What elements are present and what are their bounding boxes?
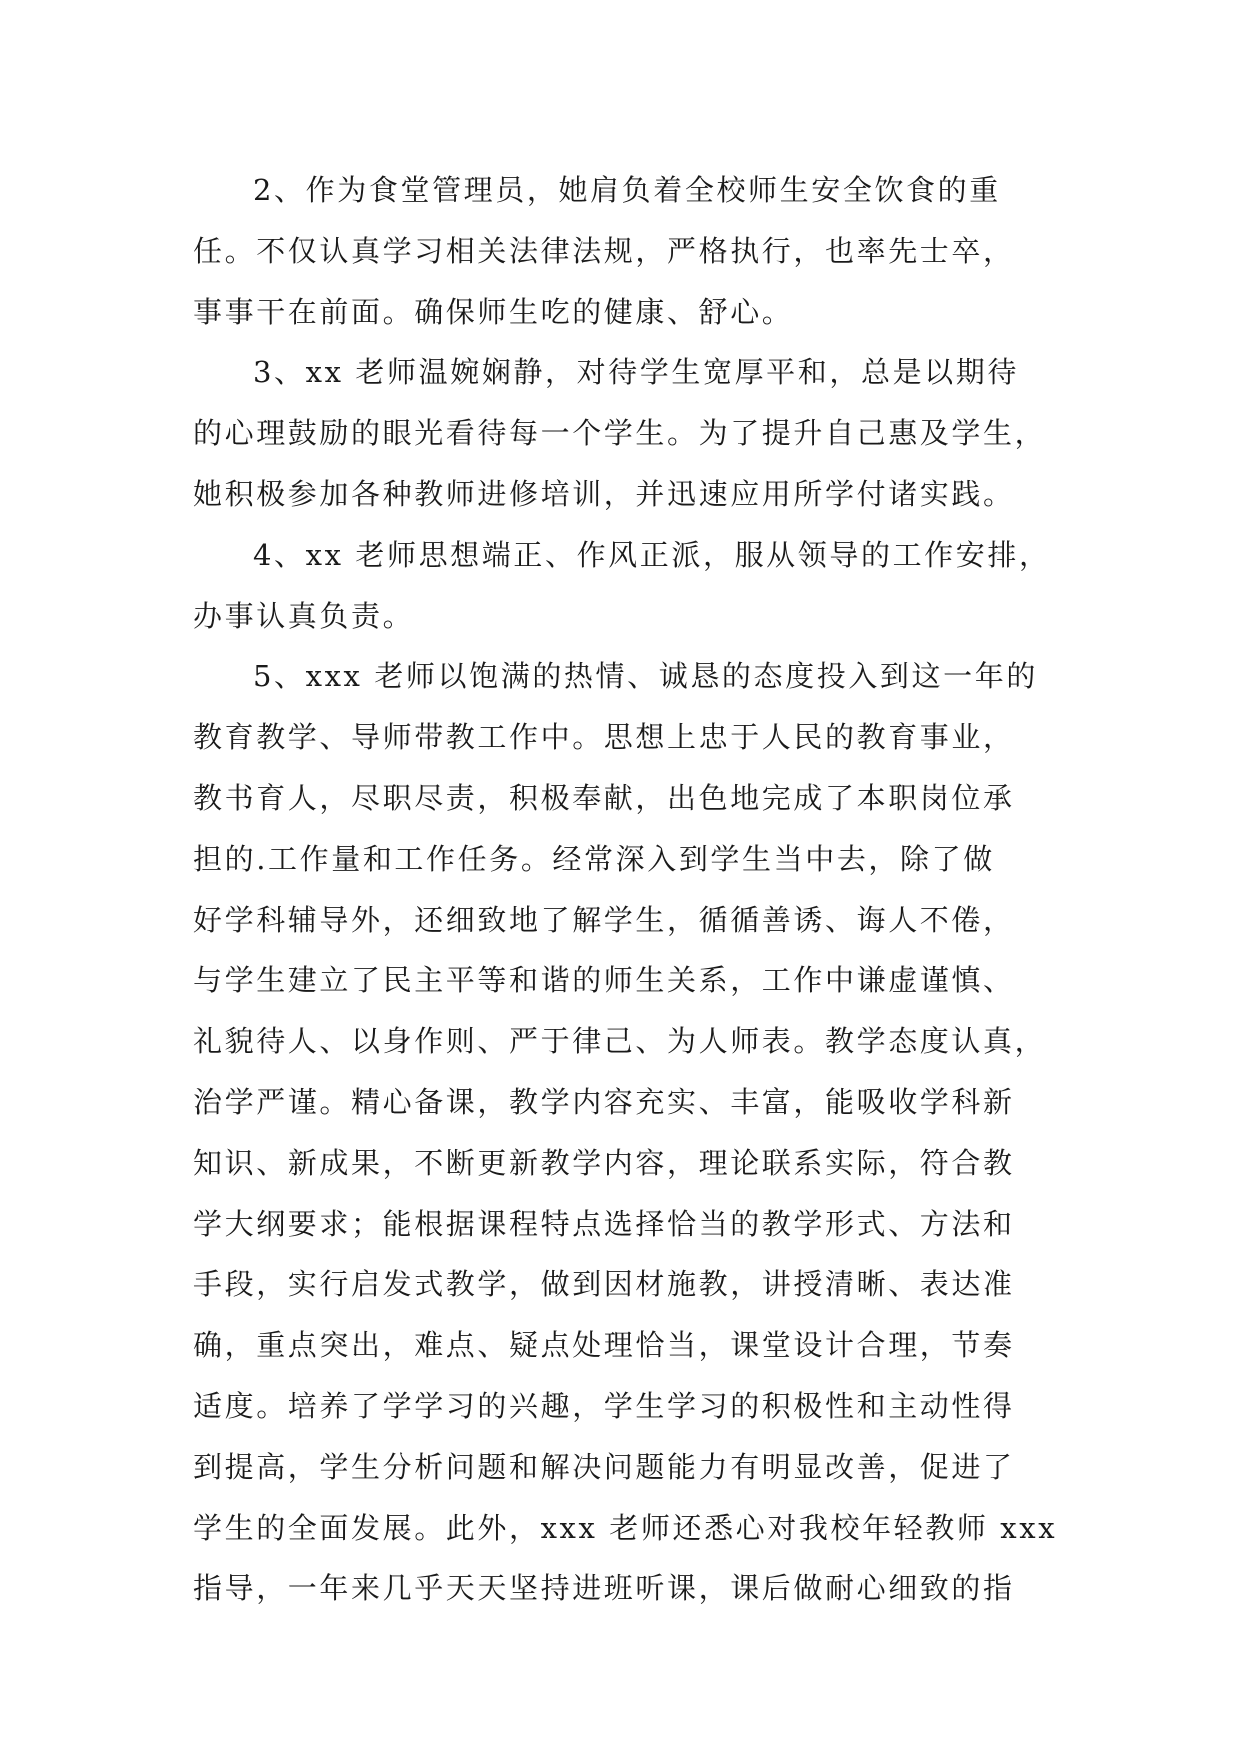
body-text [193, 160, 1063, 1619]
text-line: 事事干在前面。确保师生吃的健康、舒心。 [193, 294, 794, 329]
text-line: 治学严谨。精心备课，教学内容充实、丰富，能吸收学科新 [193, 1084, 1015, 1119]
text-line: 的心理鼓励的眼光看待每一个学生。为了提升自己惠及学生， [193, 416, 1047, 451]
text-line: 指导，一年来几乎天天坚持进班听课，课后做耐心细致的指 [193, 1571, 1015, 1606]
text-line: 办事认真负责。 [193, 598, 415, 633]
text-line: 知识、新成果，不断更新教学内容，理论联系实际，符合教 [193, 1145, 1015, 1180]
paragraph-first-line: 2、作为食堂管理员，她肩负着全校师生安全饮食的重 [253, 173, 1001, 207]
text-line: 教育教学、导师带教工作中。思想上忠于人民的教育事业， [193, 720, 1015, 755]
text-line: 任。不仅认真学习相关法律法规，严格执行，也率先士卒， [193, 233, 1015, 268]
paragraph-first-line: 3、xx 老师温婉娴静，对待学生宽厚平和，总是以期待 [253, 355, 1019, 390]
text-line: 礼貌待人、以身作则、严于律己、为人师表。教学态度认真， [193, 1024, 1047, 1059]
text-line: 适度。培养了学学习的兴趣，学生学习的积极性和主动性得 [193, 1388, 1015, 1423]
paragraph-first-line: 5、xxx 老师以饱满的热情、诚恳的态度投入到这一年的 [253, 659, 1038, 694]
text-line: 确，重点突出，难点、疑点处理恰当，课堂设计合理，节奏 [193, 1328, 1015, 1363]
text-line: 担的.工作量和工作任务。经常深入到学生当中去，除了做 [193, 841, 995, 876]
text-line: 好学科辅导外，还细致地了解学生，循循善诱、诲人不倦， [193, 902, 1015, 937]
text-line: 手段，实行启发式教学，做到因材施教，讲授清晰、表达准 [193, 1267, 1015, 1302]
text-line: 学大纲要求；能根据课程特点选择恰当的教学形式、方法和 [193, 1206, 1015, 1241]
text-line: 与学生建立了民主平等和谐的师生关系，工作中谦虚谨慎、 [193, 963, 1015, 998]
text-line: 到提高，学生分析问题和解决问题能力有明显改善，促进了 [193, 1449, 1015, 1484]
text-line: 学生的全面发展。此外，xxx 老师还悉心对我校年轻教师 xxx [193, 1510, 1058, 1545]
paragraph-first-line: 4、xx 老师思想端正、作风正派，服从领导的工作安排， [253, 537, 1051, 572]
text-line: 她积极参加各种教师进修培训，并迅速应用所学付诸实践。 [193, 476, 1015, 511]
text-line: 教书育人，尽职尽责，积极奉献，出色地完成了本职岗位承 [193, 780, 1015, 815]
